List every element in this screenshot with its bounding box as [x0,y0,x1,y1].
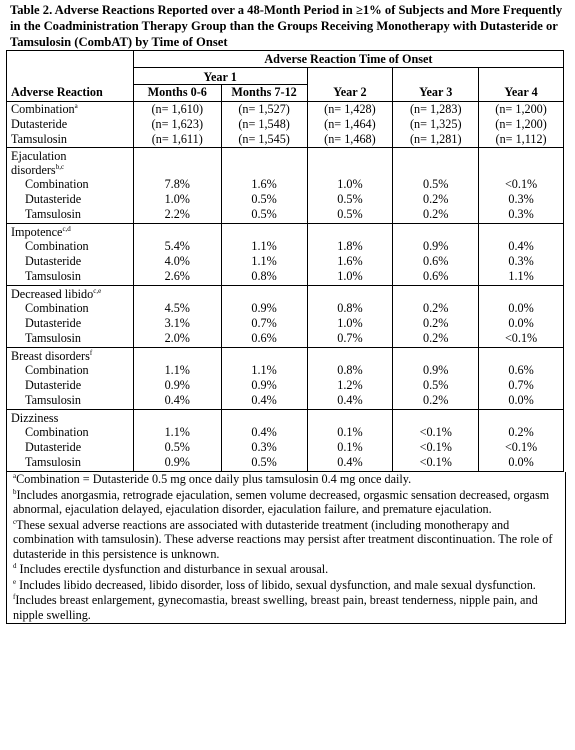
footnote-marker: a [74,101,78,110]
column-header-year4: Year 4 [479,68,564,102]
category-cell [7,410,134,472]
category-cell [7,148,134,224]
value-cell [307,410,393,472]
category-name: Dizziness [11,411,59,425]
percentage-value: 0.3% [508,192,534,206]
group-label: Dutasteride [25,378,82,392]
category-row [7,348,564,410]
sample-size-cell [307,102,393,148]
category-cell [7,224,134,286]
group-label: Combination [25,301,89,315]
group-label: Combination [25,177,89,191]
percentage-value: 0.3% [508,254,534,268]
percentage-value: 1.1% [251,254,277,268]
percentage-value: 0.1% [337,425,363,439]
footnote-text: Includes erectile dysfunction and disturbance in sexual arousal. [16,562,329,576]
percentage-value: 1.1% [164,363,190,377]
percentage-value: 0.2% [423,316,449,330]
percentage-value: 0.4% [508,239,534,253]
category-row [7,148,564,224]
group-label: Combination [25,425,89,439]
percentage-value: 0.9% [251,301,277,315]
percentage-value: 0.0% [508,393,534,407]
footnote-text: These sexual adverse reactions are associated with dutasteride treatment (including monotherapy and combination with tamsulosin). These adverse reactions may persist after treatment discontinuation. The role of dutasteride in this persistence is unknown. [13,517,553,561]
value-cell [133,148,221,224]
group-label: Tamsulosin [25,269,82,283]
percentage-value: 1.0% [337,177,363,191]
percentage-value: 0.5% [251,192,277,206]
value-cell [479,224,564,286]
sample-size-cell [393,102,479,148]
percentage-value: 0.5% [251,455,277,469]
percentage-value: 0.4% [337,393,363,407]
percentage-value: 0.7% [251,316,277,330]
group-label: Tamsulosin [25,455,82,469]
percentage-value: 0.4% [337,455,363,469]
percentage-value: 0.5% [251,207,277,221]
sample-size-value: (n= 1,548) [238,117,290,131]
value-cell [133,224,221,286]
percentage-value: 0.2% [508,425,534,439]
sample-size-value: (n= 1,112) [495,132,547,146]
category-row [7,224,564,286]
percentage-value: 0.0% [508,301,534,315]
percentage-value: 0.2% [423,192,449,206]
value-cell [479,410,564,472]
footnote-marker: c [13,517,17,526]
sample-size-value: (n= 1,464) [324,117,376,131]
sample-size-value: (n= 1,623) [151,117,204,131]
group-label: Tamsulosin [25,207,82,221]
group-label: Dutasteride [25,316,82,330]
value-cell [221,410,307,472]
percentage-value: 0.5% [423,177,449,191]
category-cell [7,348,134,410]
percentage-value: 1.1% [164,425,190,439]
sample-size-value: (n= 1,428) [324,102,376,116]
document-page [6,0,569,624]
percentage-value: 0.9% [164,378,190,392]
adverse-reactions-table [6,50,564,472]
value-cell [479,286,564,348]
value-cell [221,148,307,224]
sample-size-cell [133,102,221,148]
footnote-text: Includes anorgasmia, retrograde ejaculation, semen volume decreased, orgasmic sensation decreased, orgasm abnormal, ejaculation delayed, ejaculation disorder, ejaculation failure, and premature ejaculation. [13,487,550,516]
percentage-value: 0.4% [251,425,277,439]
percentage-value: 0.6% [423,254,449,268]
percentage-value: 2.2% [164,207,190,221]
sample-size-value: (n= 1,200) [495,117,547,131]
sample-size-value: (n= 1,200) [495,102,547,116]
value-cell [307,224,393,286]
category-name: Impotence$^{c,d}$ [11,224,71,239]
value-cell [393,410,479,472]
percentage-value: 0.2% [423,331,449,345]
percentage-value: 0.0% [508,455,534,469]
percentage-value: 0.8% [337,363,363,377]
sample-size-value: (n= 1,610) [151,102,204,116]
column-header-year2: Year 2 [307,68,393,102]
category-name: Ejaculation disorders$^{b,c}$ [11,149,67,177]
percentage-value: 0.5% [337,207,363,221]
sample-size-value: (n= 1,325) [409,117,462,131]
percentage-value: 0.8% [337,301,363,315]
value-cell [393,224,479,286]
percentage-value: 2.0% [164,331,190,345]
value-cell [221,286,307,348]
value-cell [133,348,221,410]
footnote-e [7,578,565,594]
column-header-months-0-6: Months 0-6 [133,85,221,102]
percentage-value: 7.8% [164,177,190,191]
percentage-value: 1.1% [251,363,277,377]
footnote-marker: c,d [62,224,71,233]
table-caption: Table 2. Adverse Reactions Reported over a 48-Month Period in ≥1% of Subjects and More Frequently in the Coadministration Therapy Group than the Groups Receiving Monotherapy with Dutasteride or Tamsulosin (CombAT) by Time of Onset [10,3,563,49]
percentage-value: 1.8% [337,239,363,253]
year1-header: Year 1 [133,68,307,85]
percentage-value: 0.6% [508,363,534,377]
percentage-value: 0.9% [423,363,449,377]
percentage-value: 0.7% [337,331,363,345]
percentage-value: 3.1% [164,316,190,330]
percentage-value: 0.5% [423,378,449,392]
value-cell [221,348,307,410]
category-cell [7,286,134,348]
column-header-year3: Year 3 [393,68,479,102]
column-header-months-7-12: Months 7-12 [221,85,307,102]
percentage-value: 0.2% [423,301,449,315]
adverse-reaction-header-cell [7,51,134,102]
value-cell [307,286,393,348]
category-row [7,286,564,348]
footnote-b [7,488,565,518]
footnote-a [7,472,565,488]
value-cell [393,148,479,224]
percentage-value: 1.1% [508,269,534,283]
percentage-value: 1.1% [251,239,277,253]
group-name: Dutasteride [11,117,68,131]
value-cell [307,148,393,224]
adverse-reaction-column-header: Adverse Reaction [11,85,103,99]
onset-span-header: Adverse Reaction Time of Onset [133,51,563,68]
group-label: Combination [25,239,89,253]
percentage-value: 0.7% [508,378,534,392]
footnote-marker: b [13,487,17,496]
group-names-cell [7,102,134,148]
percentage-value: 4.0% [164,254,190,268]
value-cell [133,286,221,348]
value-cell [393,348,479,410]
group-label: Dutasteride [25,192,82,206]
group-label: Dutasteride [25,254,82,268]
percentage-value: <0.1% [419,425,452,439]
footnote-marker: d [13,561,17,570]
category-name: Decreased libido$^{c,e}$ [11,286,102,301]
footnote-text: Includes breast enlargement, gynecomastia, breast swelling, breast pain, breast tenderness, nipple pain, and nipple swelling. [13,593,538,622]
percentage-value: 0.1% [337,440,363,454]
percentage-value: 0.5% [337,192,363,206]
percentage-value: 0.4% [251,393,277,407]
sample-size-value: (n= 1,283) [409,102,462,116]
group-name: Combination$^a$ [11,101,78,116]
sample-size-cell [221,102,307,148]
footnote-marker: e [13,577,17,586]
percentage-value: 1.2% [337,378,363,392]
footnote-marker: a [13,471,17,480]
footnote-marker: f [13,592,16,601]
percentage-value: 0.3% [508,207,534,221]
percentage-value: 0.0% [508,316,534,330]
footnote-marker: b,c [55,162,65,171]
footnotes [6,472,566,624]
group-label: Tamsulosin [25,331,82,345]
percentage-value: 0.3% [251,440,277,454]
footnote-d [7,562,565,578]
group-sample-size-row [7,102,564,148]
sample-size-value: (n= 1,611) [151,132,203,146]
footnote-marker: f [89,348,93,357]
percentage-value: 0.6% [251,331,277,345]
percentage-value: 5.4% [164,239,190,253]
percentage-value: <0.1% [504,331,538,345]
percentage-value: <0.1% [419,440,452,454]
percentage-value: <0.1% [419,455,452,469]
percentage-value: 1.0% [164,192,190,206]
percentage-value: <0.1% [504,177,538,191]
value-cell [479,348,564,410]
header-row-top [7,51,564,68]
percentage-value: 1.6% [337,254,363,268]
percentage-value: 1.6% [251,177,277,191]
category-name: Breast disorders$^f$ [11,348,93,363]
percentage-value: 4.5% [164,301,190,315]
footnote-marker: c,e [93,286,102,295]
percentage-value: 1.0% [337,316,363,330]
group-name: Tamsulosin [11,132,68,146]
percentage-value: 0.8% [251,269,277,283]
sample-size-value: (n= 1,468) [324,132,376,146]
sample-size-value: (n= 1,527) [238,102,290,116]
footnote-c [7,518,565,563]
footnote-f [7,593,565,623]
percentage-value: <0.1% [504,440,538,454]
value-cell [133,410,221,472]
sample-size-value: (n= 1,281) [409,132,462,146]
percentage-value: 2.6% [164,269,190,283]
value-cell [479,148,564,224]
sample-size-value: (n= 1,545) [238,132,290,146]
footnote-text: Includes libido decreased, libido disorder, loss of libido, sexual dysfunction, and male sexual dysfunction. [16,577,536,592]
percentage-value: 1.0% [337,269,363,283]
percentage-value: 0.4% [164,393,190,407]
percentage-value: 0.5% [164,440,190,454]
value-cell [393,286,479,348]
value-cell [221,224,307,286]
value-cell [307,348,393,410]
footnote-text: Combination = Dutasteride 0.5 mg once daily plus tamsulosin 0.4 mg once daily. [16,472,412,486]
percentage-value: 0.9% [164,455,190,469]
percentage-value: 0.9% [251,378,277,392]
percentage-value: 0.9% [423,239,449,253]
group-label: Dutasteride [25,440,82,454]
sample-size-cell [479,102,564,148]
percentage-value: 0.6% [423,269,449,283]
category-row [7,410,564,472]
group-label: Combination [25,363,89,377]
percentage-value: 0.2% [423,393,449,407]
group-label: Tamsulosin [25,393,82,407]
percentage-value: 0.2% [423,207,449,221]
